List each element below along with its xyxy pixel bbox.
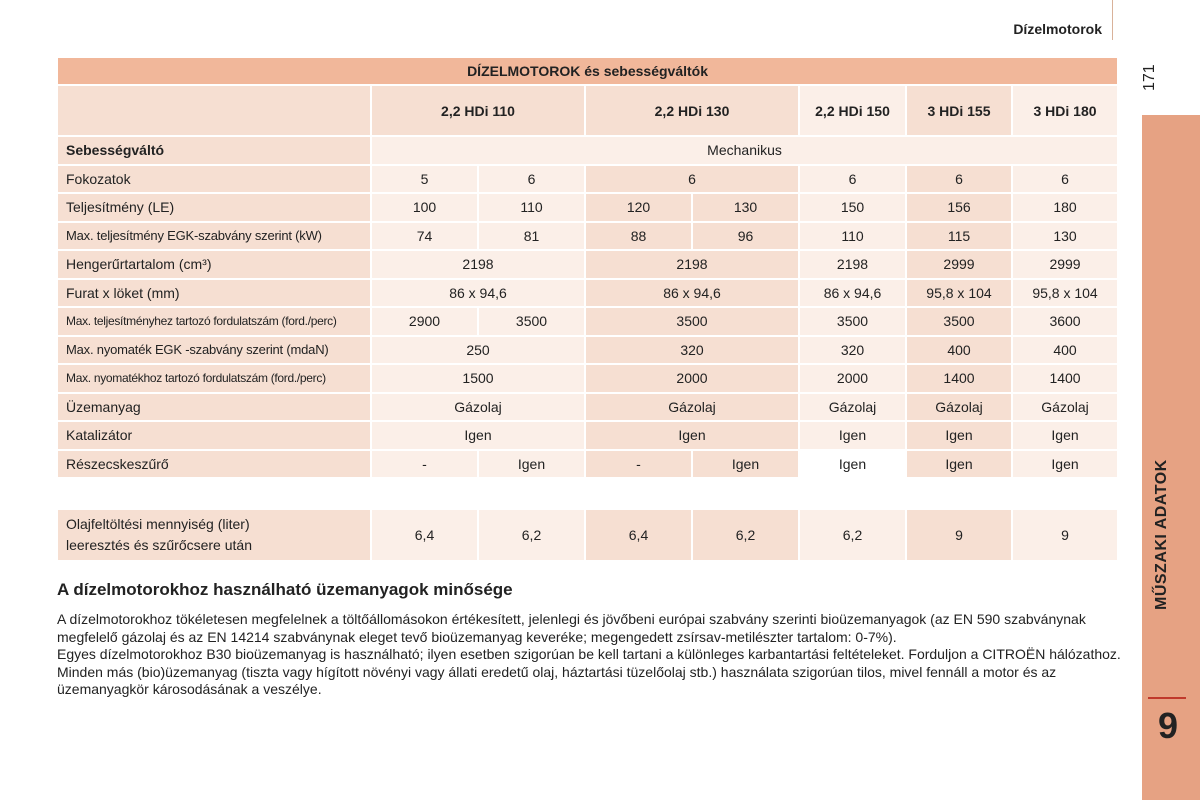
table-cell: 6,4 xyxy=(586,510,691,560)
table-cell: 3500 xyxy=(586,308,798,335)
table-cell: Igen xyxy=(586,422,798,449)
header-divider xyxy=(1112,0,1113,40)
engine-header: 3 HDi 180 xyxy=(1013,86,1117,135)
table-cell: 320 xyxy=(800,337,905,364)
table-cell: 74 xyxy=(372,223,477,250)
row-label: Max. teljesítmény EGK-szabvány szerint (kW) xyxy=(58,223,370,250)
table-title: DÍZELMOTOROK és sebességváltók xyxy=(58,58,1117,84)
header-empty-cell xyxy=(58,86,370,135)
table-cell: 2198 xyxy=(372,251,584,278)
table-cell: 3500 xyxy=(800,308,905,335)
table-cell: Igen xyxy=(800,451,905,478)
table-cell: 1400 xyxy=(907,365,1011,392)
table-cell: 6 xyxy=(586,166,798,193)
table-row xyxy=(58,194,1117,221)
table-cell: Gázolaj xyxy=(372,394,584,421)
table-row xyxy=(58,223,1117,250)
oil-capacity-table xyxy=(56,508,1119,562)
table-cell: 110 xyxy=(800,223,905,250)
table-cell: 100 xyxy=(372,194,477,221)
row-label: Fokozatok xyxy=(58,166,370,193)
table-cell: 3500 xyxy=(479,308,584,335)
table-cell: 1500 xyxy=(372,365,584,392)
fuel-quality-body xyxy=(57,611,1137,699)
table-cell: - xyxy=(372,451,477,478)
table-cell: 115 xyxy=(907,223,1011,250)
table-cell: 3500 xyxy=(907,308,1011,335)
table-title-row xyxy=(58,58,1117,84)
row-label: Katalizátor xyxy=(58,422,370,449)
engine-header: 2,2 HDi 130 xyxy=(586,86,798,135)
table-row xyxy=(58,308,1117,335)
table-cell: 110 xyxy=(479,194,584,221)
table-row xyxy=(58,365,1117,392)
table-cell: - xyxy=(586,451,691,478)
table-cell: Mechanikus xyxy=(372,137,1117,164)
row-label: Furat x löket (mm) xyxy=(58,280,370,307)
table-cell: 400 xyxy=(1013,337,1117,364)
oil-capacity-label-line1: Olajfeltöltési mennyiség (liter) xyxy=(66,516,250,532)
table-cell: Igen xyxy=(372,422,584,449)
table-cell: Gázolaj xyxy=(586,394,798,421)
table-cell: Gázolaj xyxy=(800,394,905,421)
page-number: 171 xyxy=(1141,64,1158,92)
table-cell: 2999 xyxy=(1013,251,1117,278)
table-cell: 6,4 xyxy=(372,510,477,560)
table-cell: 86 x 94,6 xyxy=(800,280,905,307)
table-cell: 400 xyxy=(907,337,1011,364)
fuel-quality-heading: A dízelmotorokhoz használható üzemanyagok minősége xyxy=(57,580,513,599)
table-row xyxy=(58,451,1117,478)
table-row xyxy=(58,337,1117,364)
chapter-number: 9 xyxy=(1157,705,1179,746)
row-label: Max. teljesítményhez tartozó fordulatszám (ford./perc) xyxy=(58,308,370,335)
table-cell: Igen xyxy=(907,451,1011,478)
engine-header: 3 HDi 155 xyxy=(907,86,1011,135)
table-cell: 250 xyxy=(372,337,584,364)
table-cell: 320 xyxy=(586,337,798,364)
side-tab-label: MŰSZAKI ADATOK xyxy=(1153,459,1170,611)
engine-header: 2,2 HDi 150 xyxy=(800,86,905,135)
table-cell: 1400 xyxy=(1013,365,1117,392)
table-cell: Igen xyxy=(1013,451,1117,478)
side-tab-divider xyxy=(1148,697,1186,699)
table-cell: 9 xyxy=(1013,510,1117,560)
table-cell: 5 xyxy=(372,166,477,193)
table-cell: Igen xyxy=(800,422,905,449)
row-label: Üzemanyag xyxy=(58,394,370,421)
table-cell: 156 xyxy=(907,194,1011,221)
table-cell: 6 xyxy=(1013,166,1117,193)
table-row xyxy=(58,166,1117,193)
table-cell: 2000 xyxy=(586,365,798,392)
table-row xyxy=(58,251,1117,278)
table-cell: 6,2 xyxy=(693,510,798,560)
table-cell: 86 x 94,6 xyxy=(372,280,584,307)
paragraph: A dízelmotorokhoz tökéletesen megfelelnek a töltőállomásokon értékesített, jelenlegi és jövőbeni európai szabvány szerinti bioüzemanyagok (az EN 590 szabványnak megfelelő gázolaj és az EN 14214 szabványnak eleget tevő bioüzemanyag keveréke; megengedett zsírsav-metilészter tartalom: 0-7%). xyxy=(57,611,1086,645)
table-cell: 6 xyxy=(479,166,584,193)
table-cell: 3600 xyxy=(1013,308,1117,335)
table-cell: 88 xyxy=(586,223,691,250)
table-row xyxy=(58,280,1117,307)
oil-capacity-row xyxy=(58,510,1117,560)
table-cell: 81 xyxy=(479,223,584,250)
table-cell: Igen xyxy=(1013,422,1117,449)
table-cell: 6,2 xyxy=(800,510,905,560)
table-cell: Igen xyxy=(479,451,584,478)
table-cell: 2999 xyxy=(907,251,1011,278)
row-label: Teljesítmény (LE) xyxy=(58,194,370,221)
table-row xyxy=(58,137,1117,164)
header-title: Dízelmotorok xyxy=(1013,21,1102,37)
table-cell: 2900 xyxy=(372,308,477,335)
table-cell: Gázolaj xyxy=(1013,394,1117,421)
table-cell: 2000 xyxy=(800,365,905,392)
table-cell: 2198 xyxy=(800,251,905,278)
row-label: Részecskeszűrő xyxy=(58,451,370,478)
table-cell: 95,8 x 104 xyxy=(1013,280,1117,307)
table-cell: Gázolaj xyxy=(907,394,1011,421)
oil-capacity-label-line2: leeresztés és szűrőcsere után xyxy=(66,537,252,553)
row-label: Sebességváltó xyxy=(58,137,370,164)
table-row xyxy=(58,394,1117,421)
table-cell: Igen xyxy=(693,451,798,478)
engine-header-row xyxy=(58,86,1117,135)
table-cell: 96 xyxy=(693,223,798,250)
table-cell: 86 x 94,6 xyxy=(586,280,798,307)
table-cell: 150 xyxy=(800,194,905,221)
engine-spec-table xyxy=(56,56,1119,479)
table-cell: 130 xyxy=(693,194,798,221)
table-cell: 9 xyxy=(907,510,1011,560)
paragraph: Egyes dízelmotorokhoz B30 bioüzemanyag is használható; ilyen esetben szigorúan be kell tartani a különleges karbantartási feltételeket. Forduljon a CITROËN hálózathoz. xyxy=(57,646,1121,662)
table-row xyxy=(58,422,1117,449)
oil-capacity-label xyxy=(58,510,370,560)
engine-header: 2,2 HDi 110 xyxy=(372,86,584,135)
table-cell: 2198 xyxy=(586,251,798,278)
table-cell: 130 xyxy=(1013,223,1117,250)
table-cell: 180 xyxy=(1013,194,1117,221)
table-cell: 6 xyxy=(907,166,1011,193)
table-cell: 95,8 x 104 xyxy=(907,280,1011,307)
paragraph: Minden más (bio)üzemanyag (tiszta vagy hígított növényi vagy állati eredetű olaj, háztartási tüzelőolaj stb.) használata szigorúan tilos, mivel fennáll a motor és az üzemanyagkör károsodásának a veszélye. xyxy=(57,663,1057,697)
row-label: Hengerűrtartalom (cm³) xyxy=(58,251,370,278)
table-cell: Igen xyxy=(907,422,1011,449)
row-label: Max. nyomaték EGK -szabvány szerint (mdaN) xyxy=(58,337,370,364)
row-label: Max. nyomatékhoz tartozó fordulatszám (ford./perc) xyxy=(58,365,370,392)
table-cell: 6,2 xyxy=(479,510,584,560)
table-cell: 120 xyxy=(586,194,691,221)
table-cell: 6 xyxy=(800,166,905,193)
